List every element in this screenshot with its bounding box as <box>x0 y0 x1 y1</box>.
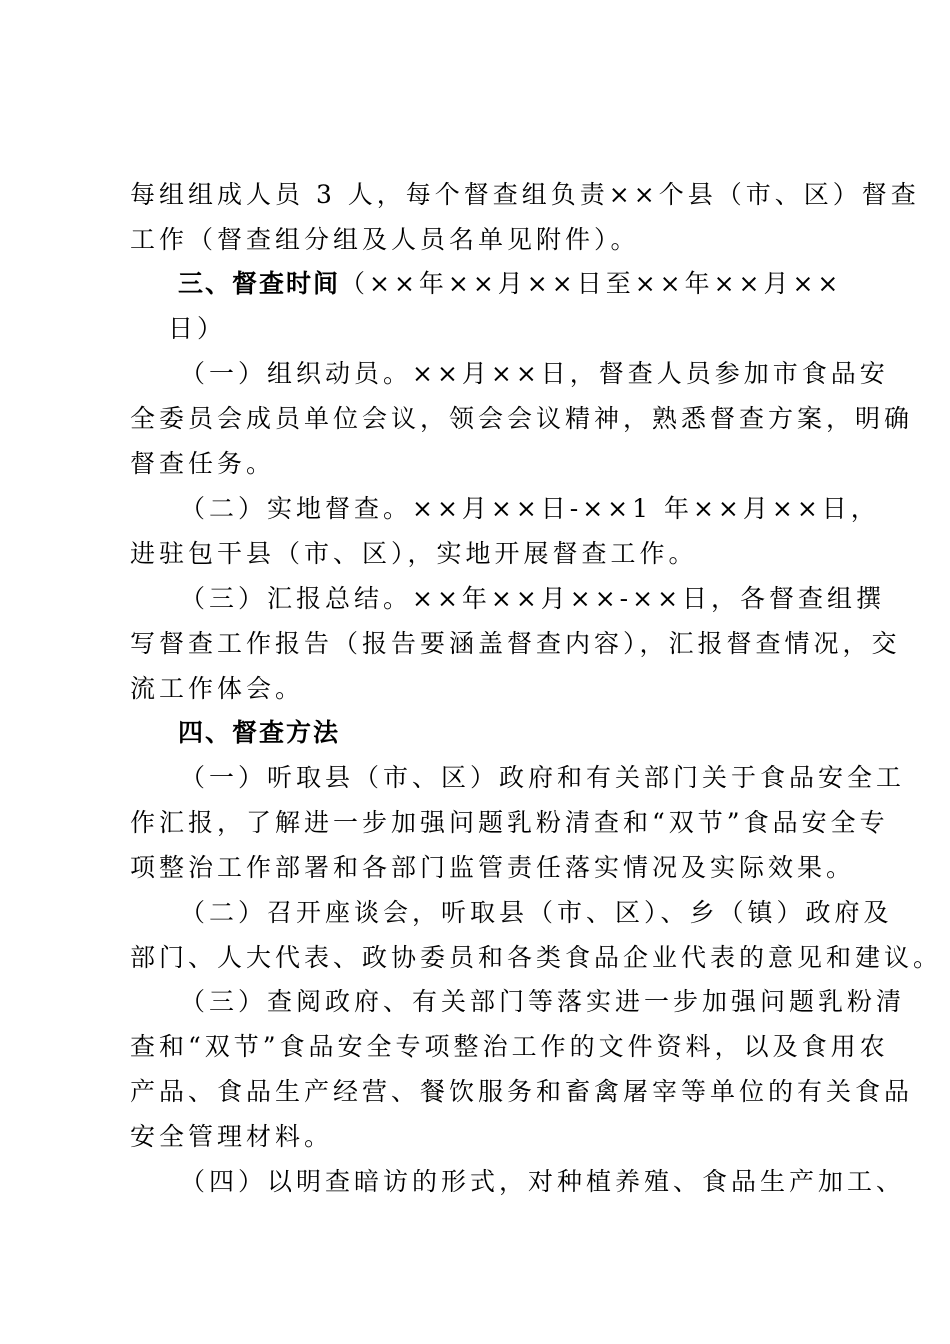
body-text-line: 产品、食品生产经营、餐饮服务和畜禽屠宰等单位的有关食品 <box>130 1077 914 1106</box>
body-text-line: （一）听取县（市、区）政府和有关部门关于食品安全工 <box>180 763 906 792</box>
body-text-line: （三）查阅政府、有关部门等落实进一步加强问题乳粉清 <box>180 987 906 1016</box>
body-text-line: （一）组织动员。××月××日，督查人员参加市食品安 <box>180 359 889 388</box>
body-text-line: 全委员会成员单位会议，领会会议精神，熟悉督查方案，明确 <box>130 404 914 433</box>
body-text-line: 写督查工作报告（报告要涵盖督查内容），汇报督查情况，交 <box>130 629 901 658</box>
body-text-line: （二）实地督查。××月××日-××1 年××月××日， <box>180 494 880 523</box>
section-heading-title: 三、督查时间 <box>178 269 341 298</box>
body-text-line: 项整治工作部署和各部门监管责任落实情况及实际效果。 <box>130 853 856 882</box>
body-text-line: （三）汇报总结。××年××月××-××日，各督查组撰 <box>180 584 886 613</box>
body-text-line: 进驻包干县（市、区），实地开展督查工作。 <box>130 539 698 568</box>
section-heading-dates: （××年××月××日至××年××月×× <box>340 269 843 298</box>
body-text-line: 查和“双节”食品安全专项整治工作的文件资料，以及食用农 <box>130 1032 889 1061</box>
body-text-line: 安全管理材料。 <box>130 1122 334 1151</box>
body-text-line: 每组组成人员 3 人，每个督查组负责××个县（市、区）督查 <box>130 180 920 209</box>
section-heading-methods: 四、督查方法 <box>178 718 341 747</box>
section-heading-schedule <box>178 268 878 300</box>
body-text-line: 作汇报，了解进一步加强问题乳粉清查和“双节”食品安全专 <box>130 808 889 837</box>
body-text-line: 工作（督查组分组及人员名单见附件）。 <box>130 225 640 254</box>
body-text-line: （二）召开座谈会，听取县（市、区）、乡（镇）政府及 <box>180 898 893 927</box>
body-text-line: 流工作体会。 <box>130 674 305 703</box>
body-text-line: 部门、人大代表、政协委员和各类食品企业代表的意见和建议。 <box>130 943 943 972</box>
body-text-line: （四）以明查暗访的形式，对种植养殖、食品生产加工、 <box>180 1167 906 1196</box>
body-text-line: 督查任务。 <box>130 449 276 478</box>
body-text-line: 日） <box>168 314 227 343</box>
